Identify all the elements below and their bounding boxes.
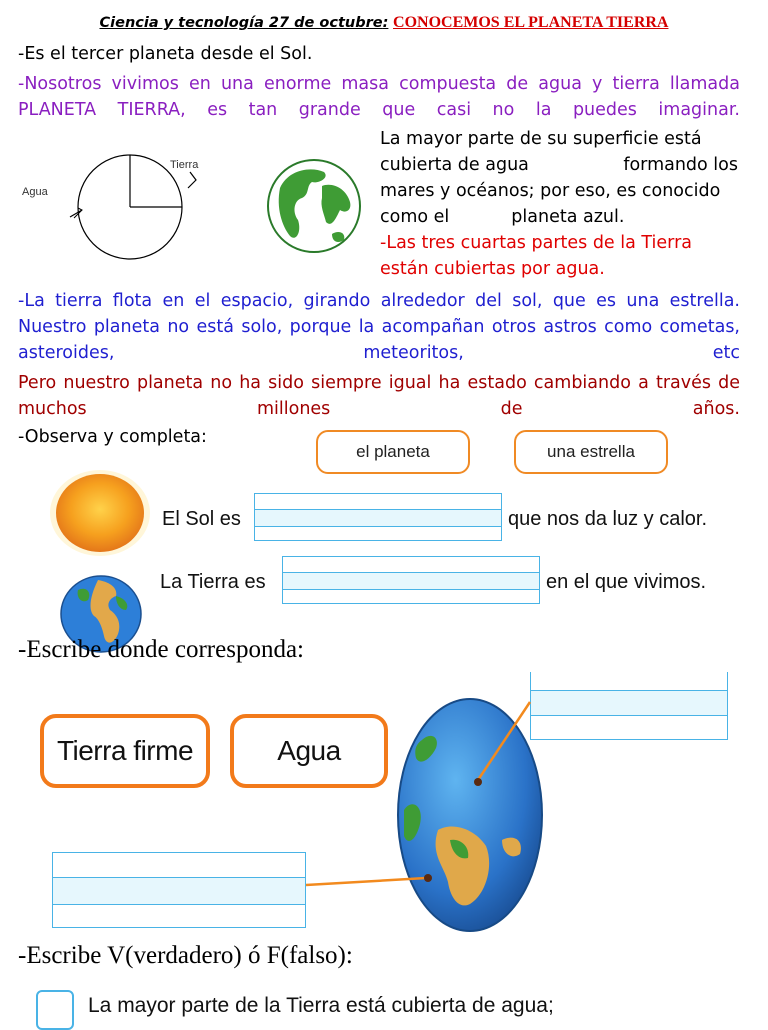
sentence2-end: en el que vivimos. [546, 571, 707, 593]
sun-icon [48, 468, 152, 558]
subject-date: Ciencia y tecnología 27 de octubre [99, 15, 383, 31]
word-option-planeta: el planeta [316, 430, 470, 474]
answer-box-statement1[interactable] [36, 990, 74, 1030]
connector-lines [300, 700, 550, 890]
surface-red-line-1: -Las tres cuartas partes de la Tierra [380, 233, 692, 253]
change-paragraph: Pero nuestro planeta no ha sido siempre igual ha estado cambiando a través de muchos millones de años. [18, 373, 740, 419]
answer-blank-tierra[interactable] [282, 556, 540, 604]
sentence1-end: que nos da luz y calor. [508, 508, 708, 530]
diagram-label-land: Tierra [170, 159, 199, 171]
surface-line-2b: formando los [623, 155, 738, 175]
surface-red-line-2: están cubiertas por agua. [380, 259, 605, 279]
intro-line-2: -Nosotros vivimos en una enorme masa compuesta de agua y tierra llamada PLANETA TIERRA, es tan grande que casi no la puedes imaginar. [18, 74, 740, 120]
worksheet-title: CONOCEMOS EL PLANETA TIERRA [393, 14, 669, 31]
diagram-label-water: Agua [22, 186, 48, 198]
word-option-estrella: una estrella [514, 430, 668, 474]
header-colon: : [382, 15, 389, 31]
earth-globe-icon [266, 158, 362, 254]
surface-line-2a: cubierta de agua [380, 155, 529, 175]
connector-dot-land [424, 874, 432, 882]
worksheet-header [0, 14, 768, 32]
word-option-agua: Agua [230, 714, 388, 788]
arrow-land [188, 172, 196, 188]
answer-blank-sol[interactable] [254, 493, 502, 541]
surface-line-1: La mayor parte de su superficie está [380, 129, 702, 149]
surface-line-3: mares y océanos; por eso, es conocido [380, 181, 721, 201]
intro-line-1: -Es el tercer planeta desde el Sol. [18, 44, 313, 64]
sentence1-start: El Sol es [162, 508, 241, 530]
answer-blank-water[interactable] [530, 672, 728, 740]
sentence2-start: La Tierra es [160, 571, 266, 593]
exercise1-instruction: -Observa y completa: [18, 427, 207, 447]
connector-to-water [478, 702, 530, 780]
connector-dot-water [474, 778, 482, 786]
space-paragraph: -La tierra flota en el espacio, girando alrededor del sol, que es una estrella. Nuestro planeta no está solo, porque la acompañan otros astros como cometas, asteroides, meteoritos, etc [18, 291, 740, 363]
answer-blank-land[interactable] [52, 852, 306, 928]
exercise3-instruction: -Escribe V(verdadero) ó F(falso): [18, 942, 353, 969]
surface-line-4b: planeta azul. [511, 207, 625, 227]
connector-to-land [306, 878, 426, 885]
word-option-tierra-firme: Tierra firme [40, 714, 210, 788]
statement1: La mayor parte de la Tierra está cubierta de agua; [88, 994, 554, 1017]
exercise2-instruction: -Escribe donde corresponda: [18, 636, 304, 663]
surface-line-4a: como el [380, 207, 450, 227]
